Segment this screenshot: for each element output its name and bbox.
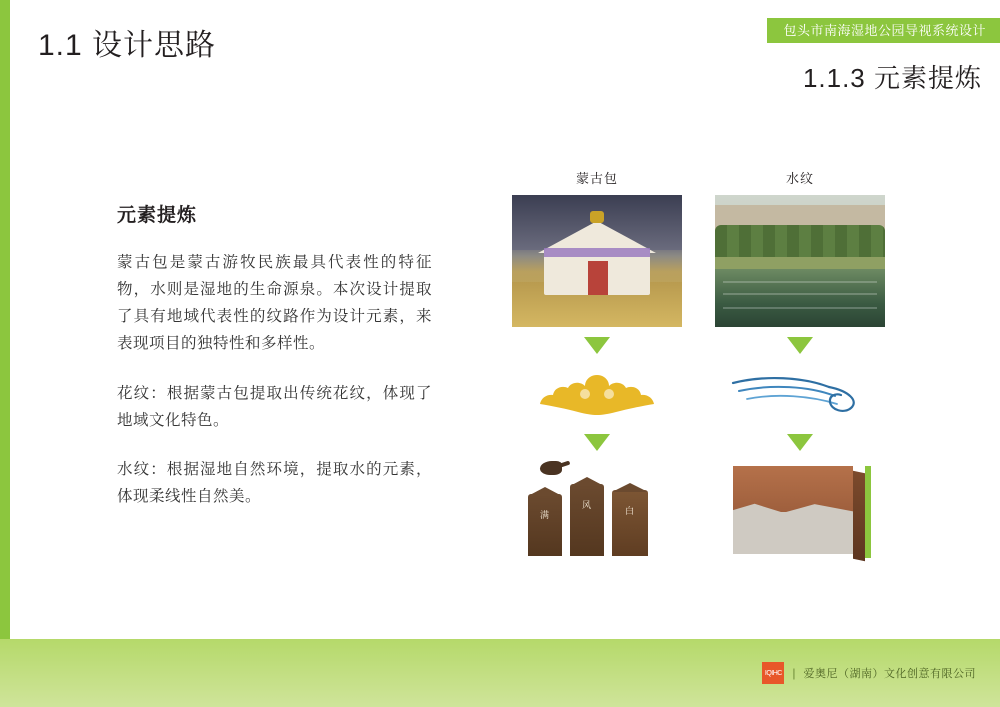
page-title: 1.1 设计思路 — [38, 29, 217, 62]
figure-caption-yurt: 蒙古包 — [575, 171, 618, 186]
tree-line-region — [715, 225, 885, 259]
water-ripple-3 — [723, 307, 877, 309]
water-wave-motif — [715, 364, 885, 424]
footer-bar — [0, 639, 1000, 707]
water-ripple-2 — [723, 293, 877, 295]
sign-post-middle-label: 风 — [581, 500, 592, 510]
sign-post-left — [528, 494, 562, 556]
text-heading: 元素提炼 — [117, 205, 198, 226]
down-arrow-icon — [584, 337, 610, 354]
paragraph-1: 蒙古包是蒙古游牧民族最具代表性的特征物，水则是湿地的生命源泉。本次设计提取了具有地域代表性的纹路作为设计元素，来表现项目的独特性和多样性。 — [117, 254, 432, 353]
footer-content — [762, 662, 976, 684]
down-arrow-icon-3 — [787, 337, 813, 354]
footer-company-name: 爱奥尼（湖南）文化创意有限公司 — [803, 668, 976, 680]
section-title: 1.1.3 元素提炼 — [802, 63, 982, 93]
footer-separator: | — [792, 666, 796, 680]
sign-post-middle — [570, 484, 604, 556]
bird-sculpture-icon — [540, 461, 562, 475]
panel-green-edge — [865, 466, 871, 558]
figure-caption-water: 水纹 — [785, 171, 814, 186]
stone-wood-wall-panel — [715, 461, 885, 556]
wetland-water-photo — [715, 195, 885, 327]
figure-column-water — [715, 168, 885, 556]
panel-body — [733, 466, 853, 554]
panel-wave-cut — [733, 502, 853, 520]
sign-post-left-label: 满 — [539, 510, 550, 520]
text-column — [117, 200, 432, 532]
down-arrow-icon-2 — [584, 434, 610, 451]
yurt-decorative-band — [544, 248, 650, 257]
figure-column-yurt — [512, 168, 682, 556]
cloud-pattern-motif — [512, 364, 682, 424]
left-accent-bar — [0, 0, 10, 640]
company-logo-icon: IQIHC — [762, 662, 784, 684]
wooden-sign-posts — [512, 461, 682, 556]
down-arrow-icon-4 — [787, 434, 813, 451]
panel-side-face — [853, 471, 865, 562]
water-ripple-1 — [723, 281, 877, 283]
sign-post-right — [612, 490, 648, 556]
yurt-crown — [590, 211, 604, 223]
header-project-tab: 包头市南海湿地公园导视系统设计 — [767, 18, 1000, 43]
paragraph-2: 花纹：根据蒙古包提取出传统花纹，体现了地域文化特色。 — [117, 384, 432, 429]
lake-region — [715, 269, 885, 327]
yurt-photo — [512, 195, 682, 327]
paragraph-3: 水纹：根据湿地自然环境，提取水的元素，体现柔线性自然美。 — [117, 460, 432, 505]
yurt-door — [588, 261, 608, 295]
sign-post-right-label: 白 — [624, 506, 635, 516]
